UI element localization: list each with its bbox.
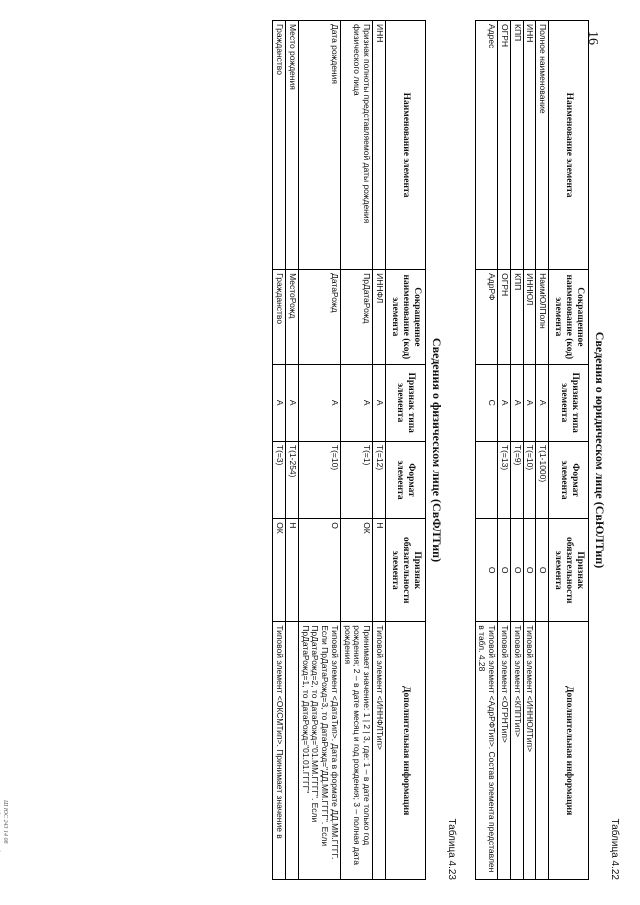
table-cell: Дата рождения — [298, 21, 340, 270]
table-row — [510, 21, 523, 880]
table-cell: О — [298, 519, 340, 622]
table-row — [273, 21, 286, 880]
table-cell: А — [285, 364, 298, 441]
table-cell: А — [536, 364, 549, 441]
table-cell — [475, 441, 498, 518]
table-title: Сведения о физическом лице (СвФЛТип) — [429, 337, 444, 563]
table-cell: Типовой элемент <ИННЮЛТип> — [523, 622, 536, 880]
table-cell: О — [523, 519, 536, 622]
table-cell: Т(1-254) — [285, 441, 298, 518]
table-cell: ОК — [273, 519, 286, 622]
table-cell: Типовой элемент <АдрРФТип>. Состав элемента представлен в табл. 4.28 — [475, 622, 498, 880]
table-cell: Полное наименование — [536, 21, 549, 270]
table-cell: Адрес — [475, 21, 498, 270]
table-cell: Типовой элемент <КППТип> — [510, 622, 523, 880]
table-cell — [285, 622, 298, 880]
table-cell: Н — [285, 519, 298, 622]
table-cell — [536, 622, 549, 880]
table-cell: А — [298, 364, 340, 441]
stamp-line: Ш ЮС 243 14 08 — [2, 800, 8, 844]
table-cell: Типовой элемент <ОГРНТип> — [498, 622, 511, 880]
table-cell: Т(=12) — [373, 441, 386, 518]
header-cell: Признак типа элемента — [385, 364, 425, 441]
table-cell: ОГРН — [498, 270, 511, 364]
table-cell: КПП — [510, 270, 523, 364]
table-cell: Признак полноты представляемой даты рождения физического лица — [340, 21, 372, 270]
table-cell: ИНН — [373, 21, 386, 270]
table-cell: Н — [373, 519, 386, 622]
table-cell: Типовой элемент <ДатаТип>. Дата в формате ДД.ММ.ГГГГ. Если ПрДатаРожд=3, то ДатаРожд="ДД.ММ.ГГГГ". Если ПрДатаРожд=2, то ДатаРожд="01.ММ.ГГГГ". Если ПрДатаРожд=1, то ДатаРожд="01.01.ГГГГ" — [298, 622, 340, 880]
header-cell: Признак обязательности элемента — [549, 519, 589, 622]
table-cell: Т(=9) — [510, 441, 523, 518]
table-cell: О — [498, 519, 511, 622]
header-cell: Наименование элемента — [385, 21, 425, 270]
table-cell: О — [536, 519, 549, 622]
table-row — [536, 21, 549, 880]
table-caption: Таблица 4.22 — [609, 818, 620, 880]
table-cell: ИННЮЛ — [523, 270, 536, 364]
table-cell: А — [273, 364, 286, 441]
table-row — [285, 21, 298, 880]
table-cell: О — [510, 519, 523, 622]
table-cell: Т(1-1000) — [536, 441, 549, 518]
header-cell: Сокращенное наименование (код) элемента — [385, 270, 425, 364]
table-row — [498, 21, 511, 880]
registration-stamp — [0, 800, 8, 871]
table-cell: КПП — [510, 21, 523, 270]
table-row — [475, 21, 498, 880]
table-cell: Гражданство — [273, 270, 286, 364]
header-cell: Признак обязательности элемента — [385, 519, 425, 622]
table-title: Сведения о юридическом лице (СвЮЛТип) — [593, 331, 607, 569]
table-header-row — [549, 21, 589, 880]
table-cell: А — [510, 364, 523, 441]
table-cell: Гражданство — [273, 21, 286, 270]
table-cell: А — [498, 364, 511, 441]
table-cell: Т(=10) — [523, 441, 536, 518]
table-cell: Типовой элемент <ИННФЛТип> — [373, 622, 386, 880]
table-caption: Таблица 4.23 — [445, 818, 457, 880]
table-cell: АдрРФ — [475, 270, 498, 364]
table-cell: Т(=10) — [298, 441, 340, 518]
table-cell: ОГРН — [498, 21, 511, 270]
table-cell: Типовой элемент <ОКСМТип>. Принимает значение в — [273, 622, 286, 880]
header-cell: Сокращенное наименование (код) элемента — [549, 270, 589, 364]
table-cell: Принимает значение: 1 | 2 | 3, где: 1 – в дате только год рождения; 2 – в дате месяц и год рождения; 3 – полная дата рождения — [340, 622, 372, 880]
table-cell: МестоРожд — [285, 270, 298, 364]
table-header-row — [385, 21, 425, 880]
rotated-content — [272, 20, 620, 880]
table-cell: С — [475, 364, 498, 441]
table-cell: ИНН — [523, 21, 536, 270]
table-cell: НаимЮЛПолн — [536, 270, 549, 364]
table-cell: А — [523, 364, 536, 441]
table-row — [373, 21, 386, 880]
table-cell: Т(=13) — [498, 441, 511, 518]
table-cell: А — [373, 364, 386, 441]
header-cell: Наименование элемента — [549, 21, 589, 270]
header-cell: Признак типа элемента — [549, 364, 589, 441]
table-cell: Т(=1) — [340, 441, 372, 518]
table-cell: Место рождения — [285, 21, 298, 270]
table-cell: ДатаРожд — [298, 270, 340, 364]
individual-table — [272, 20, 425, 880]
table-cell: ОК — [340, 519, 372, 622]
table-row — [523, 21, 536, 880]
table-cell: Т(=3) — [273, 441, 286, 518]
legal-entity-table — [475, 20, 589, 880]
header-cell: Дополнительная информация — [549, 622, 589, 880]
table-cell: О — [475, 519, 498, 622]
table-cell: ИННФЛ — [373, 270, 386, 364]
table-cell: А — [340, 364, 372, 441]
header-cell: Формат элемента — [549, 441, 589, 518]
table-cell: ПрДатаРожд — [340, 270, 372, 364]
table-row — [340, 21, 372, 880]
header-cell: Дополнительная информация — [385, 622, 425, 880]
header-cell: Формат элемента — [385, 441, 425, 518]
page-number: 16 — [585, 31, 600, 45]
table-row — [298, 21, 340, 880]
